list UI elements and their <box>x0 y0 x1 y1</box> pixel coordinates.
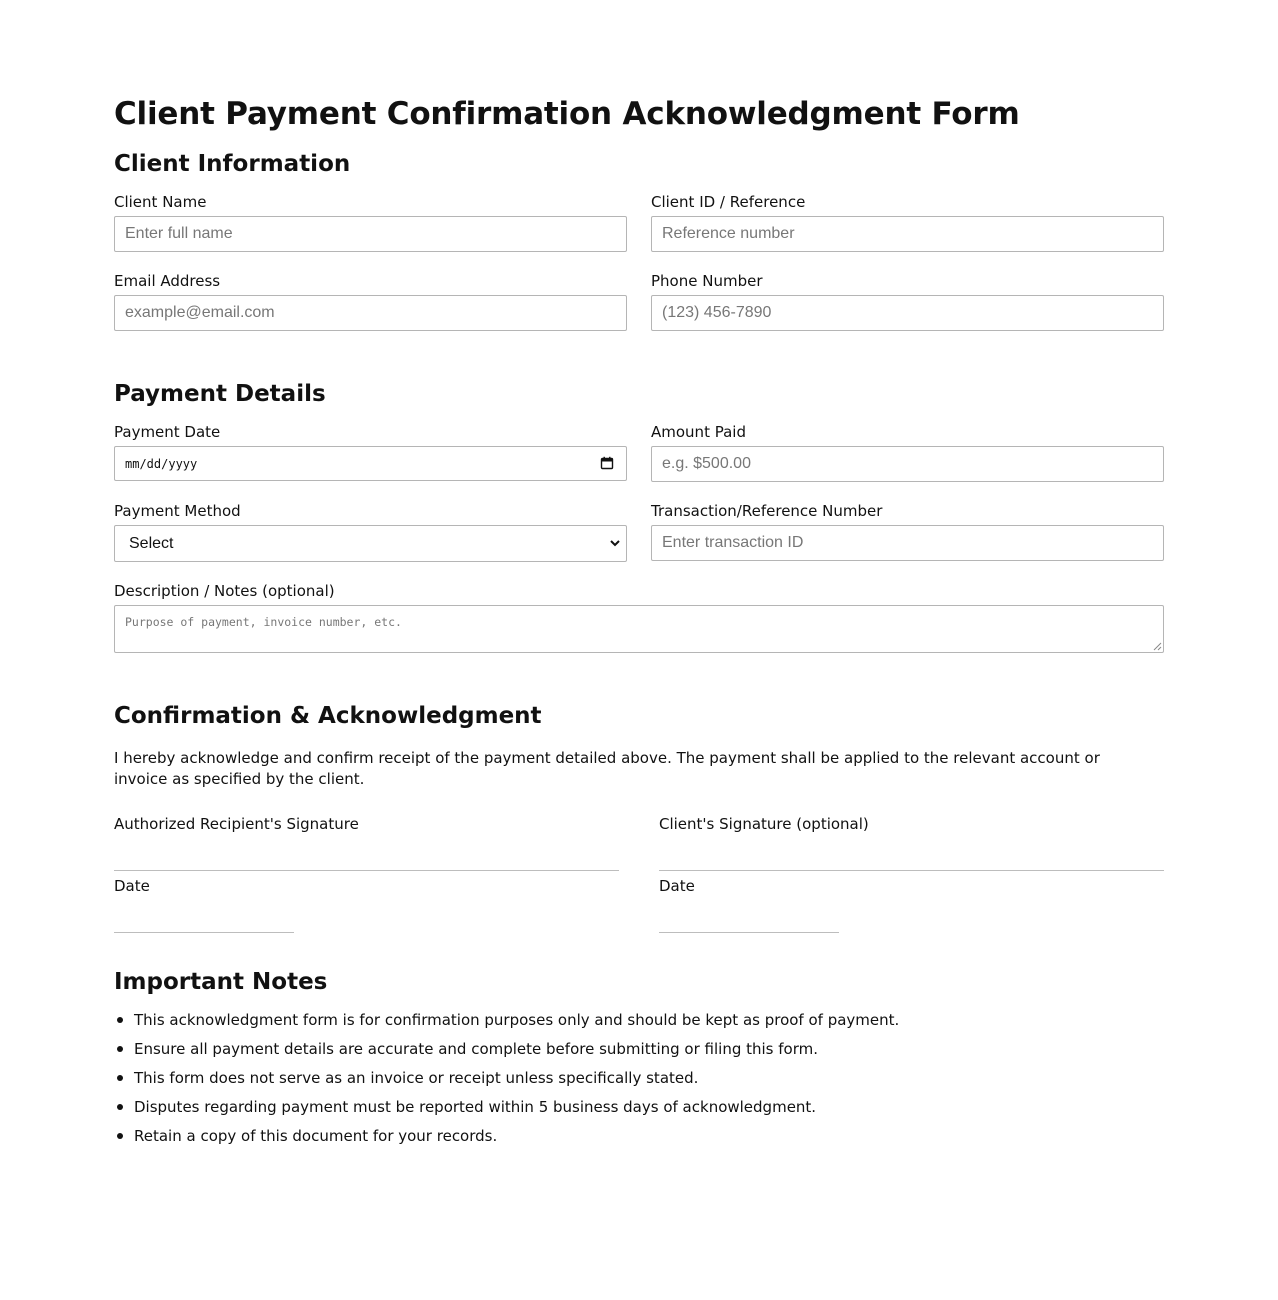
note-text: This acknowledgment form is for confirmation purposes only and should be kept as proof of payment. <box>134 1011 900 1029</box>
client-date-label: Date <box>659 877 695 895</box>
page-title: Client Payment Confirmation Acknowledgment Form <box>114 96 1020 132</box>
amount-paid-label: Amount Paid <box>651 423 746 441</box>
important-notes-heading: Important Notes <box>114 969 328 995</box>
bullet-icon <box>117 1075 123 1081</box>
phone-input[interactable] <box>651 295 1164 331</box>
client-date-line[interactable] <box>659 932 839 933</box>
client-name-label: Client Name <box>114 193 207 211</box>
client-id-input[interactable] <box>651 216 1164 252</box>
recipient-date-line[interactable] <box>114 932 294 933</box>
amount-paid-input[interactable] <box>651 446 1164 482</box>
client-name-input[interactable] <box>114 216 627 252</box>
bullet-icon <box>117 1017 123 1023</box>
transaction-number-label: Transaction/Reference Number <box>651 502 883 520</box>
bullet-icon <box>117 1133 123 1139</box>
calendar-icon[interactable] <box>600 456 614 470</box>
transaction-number-input[interactable] <box>651 525 1164 561</box>
note-text: Retain a copy of this document for your records. <box>134 1127 498 1145</box>
note-text: This form does not serve as an invoice or receipt unless specifically stated. <box>134 1069 699 1087</box>
email-label: Email Address <box>114 272 221 290</box>
client-signature-line[interactable] <box>659 870 1164 871</box>
payment-method-value: Select <box>129 535 174 552</box>
recipient-signature-line[interactable] <box>114 870 619 871</box>
important-notes-list <box>114 1009 899 1154</box>
chevron-down-icon <box>608 536 622 550</box>
payment-method-label: Payment Method <box>114 502 241 520</box>
recipient-signature-label: Authorized Recipient's Signature <box>114 815 359 833</box>
description-notes-label: Description / Notes (optional) <box>114 582 335 600</box>
list-item <box>114 1096 899 1125</box>
payment-details-heading: Payment Details <box>114 381 326 407</box>
list-item <box>114 1009 899 1038</box>
bullet-icon <box>117 1046 123 1052</box>
note-text: Disputes regarding payment must be reported within 5 business days of acknowledgment. <box>134 1098 817 1116</box>
recipient-date-label: Date <box>114 877 150 895</box>
payment-date-placeholder: mm/dd/yyyy <box>125 457 198 471</box>
payment-date-input[interactable] <box>114 446 627 481</box>
phone-label: Phone Number <box>651 272 763 290</box>
payment-method-select[interactable] <box>114 525 627 562</box>
payment-date-label: Payment Date <box>114 423 221 441</box>
client-info-heading: Client Information <box>114 151 351 177</box>
description-notes-textarea[interactable] <box>114 605 1164 653</box>
bullet-icon <box>117 1104 123 1110</box>
confirmation-heading: Confirmation & Acknowledgment <box>114 703 542 729</box>
acknowledgment-text: I hereby acknowledge and confirm receipt of the payment detailed above. The payment shall be applied to the relevant account or invoice as specified by the client. <box>114 749 1100 788</box>
client-id-label: Client ID / Reference <box>651 193 806 211</box>
client-signature-label: Client's Signature (optional) <box>659 815 869 833</box>
list-item <box>114 1067 899 1096</box>
resize-handle-icon[interactable] <box>1153 642 1162 651</box>
note-text: Ensure all payment details are accurate and complete before submitting or filing this form. <box>134 1040 819 1058</box>
list-item <box>114 1038 899 1067</box>
list-item <box>114 1125 899 1154</box>
email-input[interactable] <box>114 295 627 331</box>
